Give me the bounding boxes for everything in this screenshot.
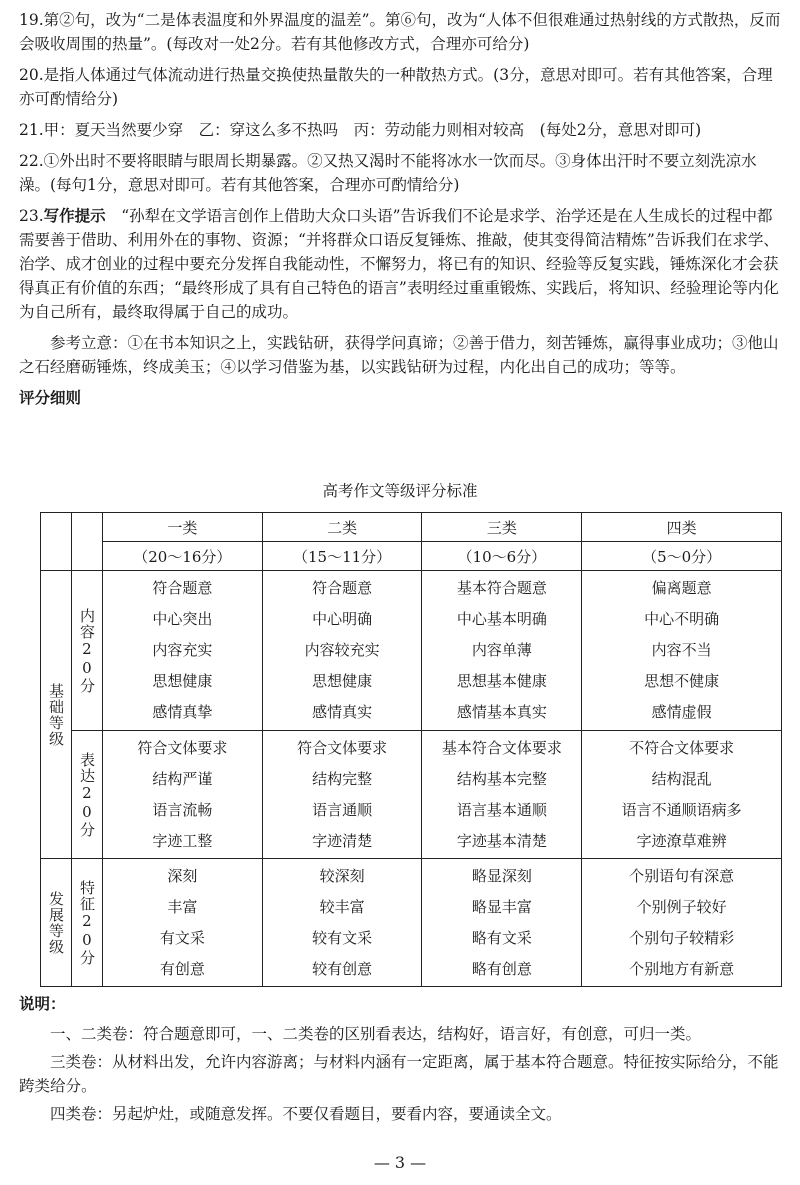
writing-tip-text: “孙犁在文学语言创作上借助大众口头语”告诉我们不论是求学、治学还是在人生成长的过程中都需要善于借助、利用外在的事物、资源；“并将群众口语反复锤炼、推敲，使其变得简洁精炼”告诉我们在求学、治学、成才创业的过程中要充分发挥自我能动性，不懈努力，将已有的知识、经验等反复实践，锤炼深化才会获得真正有价值的东西；“最终形成了具有自己特色的语言”表明经过重重锻炼、实践后，将知识、经验理论等内化为自己所有，最终取得属于自己的成功。 [19, 207, 779, 321]
criterion: 语言流畅 [152, 800, 213, 819]
answers-section [19, 8, 783, 410]
criterion: 语言基本通顺 [456, 800, 547, 819]
criterion: 个别地方有新意 [629, 959, 735, 978]
corner-cell [41, 513, 72, 571]
group-basic: 基础等级 [41, 571, 72, 859]
criterion: 思想不健康 [644, 672, 720, 690]
answer-number: 23. [19, 207, 44, 225]
criterion: 内容较充实 [304, 641, 380, 659]
criterion: 思想健康 [152, 672, 213, 690]
criterion: 感情虚假 [651, 703, 712, 721]
answer-text: 是指人体通过气体流动进行热量交换使热量散失的一种散热方式。(3分，意思对即可。若有其他答案，合理亦可酌情给分) [19, 66, 773, 108]
criterion: 思想健康 [312, 672, 373, 690]
criterion: 符合文体要求 [137, 738, 228, 757]
criterion: 符合题意 [312, 579, 373, 597]
grading-table [40, 512, 782, 987]
feature-grade-3 [422, 859, 582, 987]
notes-section [19, 990, 783, 1130]
answer-19 [19, 8, 783, 56]
criterion: 结构基本完整 [456, 769, 547, 788]
group-development: 发展等级 [41, 859, 72, 987]
criterion: 语言不通顺语病多 [621, 800, 742, 819]
grade-range: （5～0分） [582, 542, 782, 571]
criterion: 感情真挚 [152, 703, 213, 721]
grade-name: 四类 [582, 513, 782, 542]
row-label-content: 内容20分 [71, 571, 102, 731]
answer-number: 21. [19, 121, 44, 139]
expression-grade-1 [102, 731, 262, 859]
criterion: 个别语句有深意 [629, 866, 735, 885]
criterion: 中心不明确 [644, 610, 720, 628]
criterion: 较丰富 [319, 897, 365, 916]
criterion: 丰富 [167, 897, 198, 916]
criterion: 感情基本真实 [456, 703, 547, 721]
criterion: 偏离题意 [651, 579, 712, 597]
criterion: 略显深刻 [471, 866, 532, 885]
grade-range: （15～11分） [262, 542, 422, 571]
criterion: 不符合文体要求 [629, 738, 735, 757]
grade-name: 二类 [262, 513, 422, 542]
criterion: 较深刻 [319, 866, 365, 885]
corner-cell [71, 513, 102, 571]
criterion: 思想基本健康 [456, 672, 547, 690]
criterion: 有创意 [159, 959, 205, 978]
feature-grade-2 [262, 859, 422, 987]
criterion: 字迹基本清楚 [456, 831, 547, 850]
criterion: 字迹工整 [152, 831, 213, 850]
criterion: 个别例子较好 [636, 897, 727, 916]
expression-row [41, 731, 782, 859]
section-heading: 评分细则 [19, 388, 82, 407]
row-label-expression: 表达20分 [71, 731, 102, 859]
answer-20 [19, 63, 783, 111]
criterion: 中心基本明确 [456, 610, 547, 628]
page-number: — 3 — [373, 1153, 427, 1172]
criterion: 中心突出 [152, 610, 213, 628]
grade-name: 三类 [422, 513, 582, 542]
answer-text: 第②句，改为“二是体表温度和外界温度的温差”。第⑥句，改为“人体不但很难通过热射线的方式散热，反而会吸收周围的热量”。(每改对一处2分。若有其他修改方式，合理亦可给分) [19, 11, 781, 53]
answer-21 [19, 118, 783, 142]
criterion: 字迹潦草难辨 [636, 831, 727, 850]
criterion: 内容充实 [152, 641, 213, 659]
table-title: 高考作文等级评分标准 [322, 482, 478, 500]
criterion: 略有文采 [471, 928, 532, 947]
criterion: 结构完整 [312, 769, 373, 788]
criterion: 略显丰富 [471, 897, 532, 916]
feature-row [41, 859, 782, 987]
grade-name: 一类 [102, 513, 262, 542]
answer-text: 甲：夏天当然要少穿 乙：穿这么多不热吗 丙：劳动能力则相对较高 (每处2分，意思对即可) [43, 121, 702, 139]
reference-themes: 参考立意：①在书本知识之上，实践钻研，获得学问真谛；②善于借力，刻苦锤炼，赢得事业成功；③他山之石经磨砺锤炼，终成美玉；④以学习借鉴为基，以实践钻研为过程，内化出自己的成功；等等。 [19, 334, 779, 376]
answer-number: 19. [19, 11, 44, 29]
criterion: 结构严谨 [152, 769, 213, 788]
criterion: 略有创意 [471, 959, 532, 978]
criterion: 基本符合文体要求 [441, 738, 562, 757]
note-item: 四类卷：另起炉灶，或随意发挥。不要仅看题目，要看内容，要通读全文。 [50, 1105, 562, 1123]
criterion: 语言通顺 [312, 800, 373, 819]
grade-range: （10～6分） [422, 542, 582, 571]
criterion: 较有文采 [312, 928, 373, 947]
feature-grade-1 [102, 859, 262, 987]
criterion: 较有创意 [312, 959, 373, 978]
feature-grade-4 [582, 859, 782, 987]
criterion: 符合题意 [152, 579, 213, 597]
note-item: 三类卷：从材料出发，允许内容游离；与材料内涵有一定距离，属于基本符合题意。特征按实际给分，不能跨类给分。 [19, 1053, 779, 1095]
answer-22 [19, 149, 783, 197]
note-item: 一、二类卷：符合题意即可，一、二类卷的区别看表达，结构好，语言好，有创意，可归一类。 [50, 1025, 702, 1043]
grade-range: （20～16分） [102, 542, 262, 571]
content-grade-1 [102, 571, 262, 731]
notes-heading: 说明： [19, 994, 66, 1013]
expression-grade-3 [422, 731, 582, 859]
criterion: 深刻 [167, 866, 198, 885]
criterion: 字迹清楚 [312, 831, 373, 850]
answer-number: 20. [19, 66, 44, 84]
content-grade-4 [582, 571, 782, 731]
content-row [41, 571, 782, 731]
criterion: 结构混乱 [651, 769, 712, 788]
answer-23 [19, 204, 783, 324]
criterion: 有文采 [159, 928, 205, 947]
writing-tip-label: 写作提示 [43, 206, 106, 225]
criterion: 内容不当 [651, 641, 712, 659]
expression-grade-2 [262, 731, 422, 859]
content-grade-2 [262, 571, 422, 731]
criterion: 内容单薄 [471, 641, 532, 659]
answer-text: ①外出时不要将眼睛与眼周长期暴露。②又热又渴时不能将冰水一饮而尽。③身体出汗时不要立刻洗凉水澡。(每句1分，意思对即可。若有其他答案，合理亦可酌情给分) [19, 152, 757, 194]
grade-name-row [41, 513, 782, 542]
answer-number: 22. [19, 152, 44, 170]
row-label-feature: 特征20分 [71, 859, 102, 987]
content-grade-3 [422, 571, 582, 731]
expression-grade-4 [582, 731, 782, 859]
criterion: 基本符合题意 [456, 579, 547, 597]
criterion: 中心明确 [312, 610, 373, 628]
criterion: 个别句子较精彩 [629, 928, 735, 947]
criterion: 符合文体要求 [297, 738, 388, 757]
grade-range-row [41, 542, 782, 571]
criterion: 感情真实 [312, 703, 373, 721]
